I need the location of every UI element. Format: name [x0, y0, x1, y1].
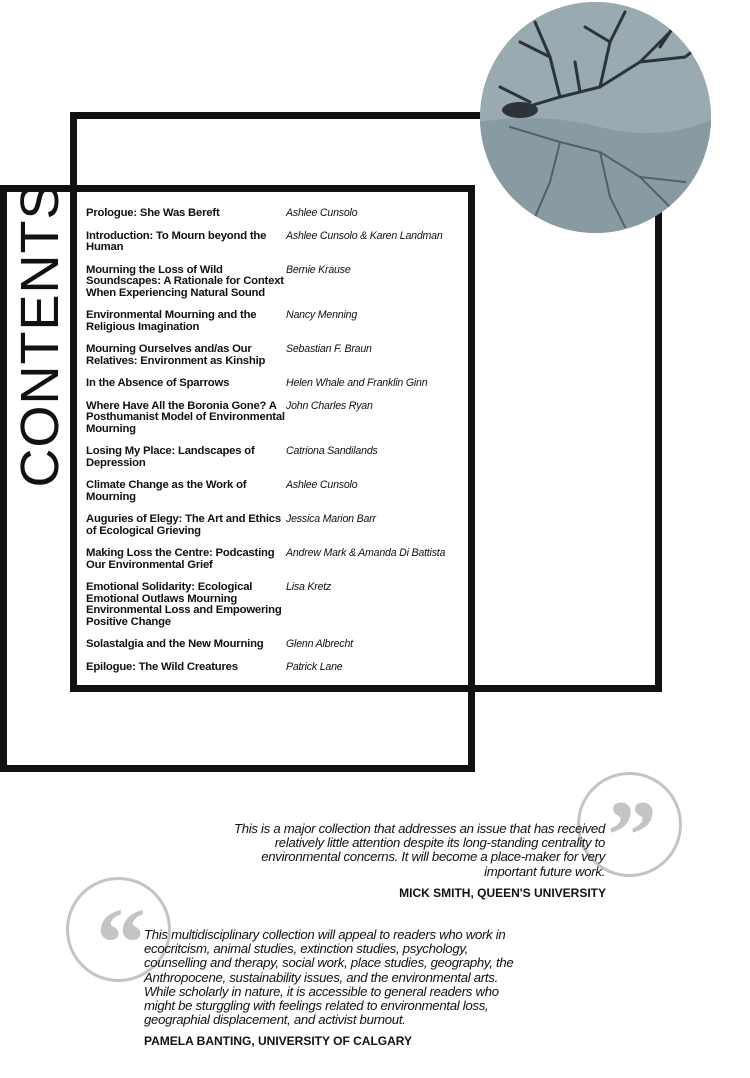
toc-entry-title: Mourning the Loss of Wild Soundscapes: A Rationale for Context When Experiencing Natural Sound [86, 263, 284, 299]
toc-entry-title: Auguries of Elegy: The Art and Ethics of Ecological Grieving [86, 513, 281, 537]
toc-entry [86, 662, 466, 674]
toc-entry [86, 446, 466, 469]
toc-entry-author: Bernie Krause [286, 263, 351, 276]
branches-in-water-icon [480, 2, 711, 233]
toc-entry-author: Andrew Mark & Amanda Di Battista [286, 547, 446, 559]
close-quote-icon: ” [607, 780, 657, 891]
toc-entry [86, 548, 466, 571]
toc-entry [86, 265, 466, 300]
toc-entry-title: Making Loss the Centre: Podcasting Our Environmental Grief [86, 547, 275, 571]
toc-entry-title: Solastalgia and the New Mourning [86, 638, 264, 650]
toc-entry-author: Lisa Kretz [286, 581, 332, 593]
toc-entry-author: John Charles Ryan [286, 399, 373, 412]
toc-entry [86, 639, 466, 651]
quote-attribution-2: PAMELA BANTING, UNIVERSITY OF CALGARY [144, 1034, 413, 1048]
toc-entry [86, 378, 466, 390]
toc-entry [86, 480, 466, 503]
toc-entry-title: Climate Change as the Work of Mourning [86, 479, 247, 503]
toc-entry [86, 582, 466, 628]
quote-attribution-1: MICK SMITH, QUEEN'S UNIVERSITY [399, 886, 606, 900]
contents-heading: CONTENTS [10, 182, 70, 488]
toc-entry-author: Ashlee Cunsolo & Karen Landman [286, 229, 443, 242]
toc-entry-author: Catriona Sandilands [286, 445, 378, 457]
toc-entry-title: Where Have All the Boronia Gone? A Posthumanist Model of Environmental Mourning [86, 399, 285, 435]
toc-entry [86, 208, 466, 220]
toc-entry-title: Environmental Mourning and the Religious Imagination [86, 309, 257, 333]
toc-entry-author: Patrick Lane [286, 660, 343, 673]
toc-entry [86, 514, 466, 537]
toc-entry-author: Glenn Albrecht [286, 638, 353, 650]
toc-entry-author: Helen Whale and Franklin Ginn [286, 377, 428, 389]
quote-text-2: This multidisciplinary collection will appeal to readers who work in ecocritcism, animal studies, extinction studies, psychology, counselling and therapy, social work, place studies, geography, the Anthropocene, sustainability issues, and the environmental arts. While scholarly in nature, it is accessible to general readers who might be sturggling with feelings related to environmental loss, geographial displacement, and activist burnout. [144, 927, 514, 1028]
toc-entry-author: Ashlee Cunsolo [286, 207, 358, 219]
open-quote-icon: “ [96, 887, 146, 998]
toc-entry [86, 344, 466, 367]
toc-entry-author: Ashlee Cunsolo [286, 479, 358, 491]
table-of-contents [86, 208, 466, 684]
toc-entry-title: In the Absence of Sparrows [86, 377, 230, 389]
toc-entry-title: Epilogue: The Wild Creatures [86, 660, 238, 673]
toc-entry [86, 401, 466, 436]
toc-entry-author: Sebastian F. Braun [286, 343, 372, 355]
toc-entry-title: Mourning Ourselves and/as Our Relatives: Environment as Kinship [86, 343, 266, 367]
toc-entry-author: Jessica Marion Barr [286, 513, 376, 525]
toc-entry-author: Nancy Menning [286, 309, 358, 321]
toc-entry-title: Prologue: She Was Bereft [86, 207, 220, 219]
branches-photo [480, 2, 711, 233]
quote-text-1: This is a major collection that addresses an issue that has received relatively little attention despite its long-standing centrality to environmental concerns. It will become a place-maker for very important future work. [233, 821, 605, 879]
toc-entry-title: Losing My Place: Landscapes of Depression [86, 445, 255, 469]
toc-entry-title: Introduction: To Mourn beyond the Human [86, 229, 267, 253]
toc-entry [86, 231, 466, 254]
toc-entry [86, 310, 466, 333]
toc-entry-title: Emotional Solidarity: Ecological Emotional Outlaws Mourning Environmental Loss and Empowering Positive Change [86, 581, 282, 628]
